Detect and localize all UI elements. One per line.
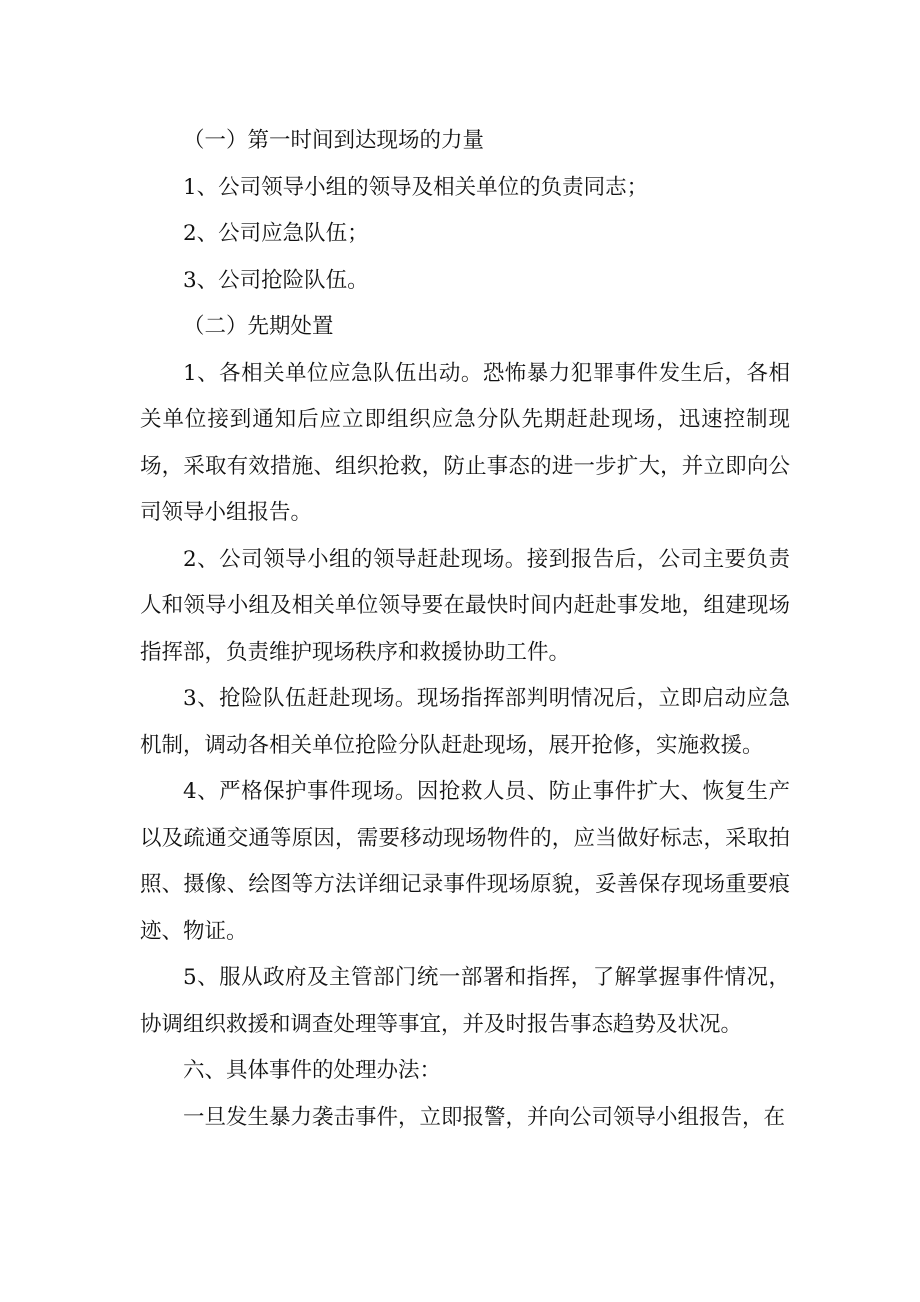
paragraph-leaders-to-scene: 2、公司领导小组的领导赶赴现场。接到报告后，公司主要负责人和领导小组及相关单位领导要在最快时间内赶赴事发地，组建现场指挥部，负责维护现场秩序和救援协助工件。: [140, 546, 790, 665]
document-body: [140, 118, 790, 1141]
list-item-leaders: 1、公司领导小组的领导及相关单位的负责同志；: [183, 174, 649, 200]
section-heading-first-response-forces: （一）第一时间到达现场的力量: [183, 128, 485, 153]
paragraph-protect-scene: 4、严格保护事件现场。因抢救人员、防止事件扩大、恢复生产以及疏通交通等原因，需要移动现场物件的，应当做好标志，采取拍照、摄像、绘图等方法详细记录事件现场原貌，妥善保存现场重要痕迹、物证。: [140, 779, 790, 944]
paragraph-rescue-team-to-scene: 3、抢险队伍赶赴现场。现场指挥部判明情况后，立即启动应急机制，调动各相关单位抢险分队赶赴现场，展开抢修，实施救援。: [140, 686, 790, 758]
paragraph-obey-government: 5、服从政府及主管部门统一部署和指挥，了解掌握事件情况，协调组织救援和调查处理等事宜，并及时报告事态趋势及状况。: [140, 965, 790, 1037]
paragraph-violent-attack: 一旦发生暴力袭击事件，立即报警，并向公司领导小组报告，在: [183, 1104, 786, 1130]
list-item-emergency-team: 2、公司应急队伍；: [183, 221, 369, 246]
list-item-rescue-team: 3、公司抢险队伍。: [183, 267, 369, 293]
paragraph-units-dispatch: 1、各相关单位应急队伍出动。恐怖暴力犯罪事件发生后，各相关单位接到通知后应立即组织应急分队先期赶赴现场，迅速控制现场，采取有效措施、组织抢救，防止事态的进一步扩大，并立即向公司领导小组报告。: [140, 360, 790, 525]
section-heading-specific-handling: 六、具体事件的处理办法：: [183, 1058, 442, 1083]
section-heading-initial-handling: （二）先期处置: [183, 314, 334, 339]
